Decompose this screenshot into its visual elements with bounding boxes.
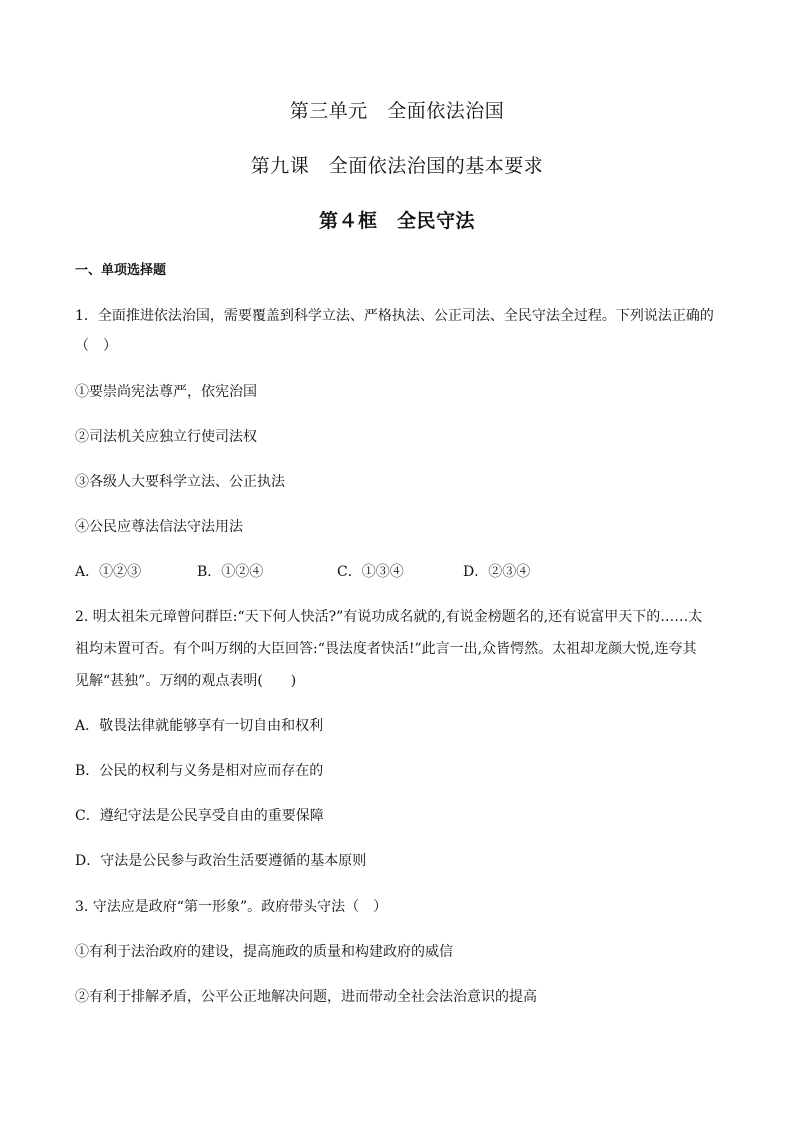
q3-statement-2: ②有利于排解矛盾，公平公正地解决问题，进而带动全社会法治意识的提高 — [75, 989, 537, 1005]
q1-option-b[interactable]: B．①②④ — [197, 564, 264, 580]
unit-title: 第三单元 全面依法治国 — [289, 100, 505, 122]
lesson-title: 第九课 全面依法治国的基本要求 — [250, 155, 544, 177]
q1-options — [75, 561, 725, 581]
q1-option-c[interactable]: C．①③④ — [337, 564, 404, 580]
q2-option-a[interactable]: A．敬畏法律就能够享有一切自由和权利 — [75, 718, 324, 734]
q2-stem-line1: 2. 明太祖朱元璋曾问群臣:“天下何人快活?”有说功成名就的,有说金榜题名的,还有说富甲天下的……太 — [75, 609, 703, 625]
q2-option-d[interactable]: D．守法是公民参与政治生活要遵循的基本原则 — [75, 853, 367, 869]
q2-stem-line3: 见解“甚独”。万纲的观点表明( ) — [75, 673, 297, 689]
section-heading: 一、单项选择题 — [75, 263, 167, 278]
q1-option-a[interactable]: A．①②③ — [75, 564, 142, 580]
q1-statement-3: ③各级人大要科学立法、公正执法 — [75, 474, 285, 490]
q1-option-d[interactable]: D．②③④ — [463, 564, 531, 580]
q2-stem-line2: 祖均未置可否。有个叫万纲的大臣回答:“畏法度者快活!”此言一出,众皆愕然。太祖却龙颜大悦,连夸其 — [75, 641, 697, 657]
frame-title: 第４框 全民守法 — [318, 210, 475, 232]
q2-option-c[interactable]: C．遵纪守法是公民享受自由的重要保障 — [75, 808, 324, 824]
q3-statement-1: ①有利于法治政府的建设，提高施政的质量和构建政府的威信 — [75, 944, 453, 960]
q1-statement-4: ④公民应尊法信法守法用法 — [75, 519, 243, 535]
q1-statement-2: ②司法机关应独立行使司法权 — [75, 429, 257, 445]
q2-option-b[interactable]: B．公民的权利与义务是相对应而存在的 — [75, 763, 324, 779]
q1-statement-1: ①要崇尚宪法尊严，依宪治国 — [75, 384, 257, 400]
q1-stem-line2: （ ） — [75, 338, 117, 354]
q3-stem: 3. 守法应是政府“第一形象”。政府带头守法（ ） — [75, 899, 388, 915]
q1-stem-line1: 1．全面推进依法治国，需要覆盖到科学立法、严格执法、公正司法、全民守法全过程。下列说法正确的 — [75, 308, 714, 324]
